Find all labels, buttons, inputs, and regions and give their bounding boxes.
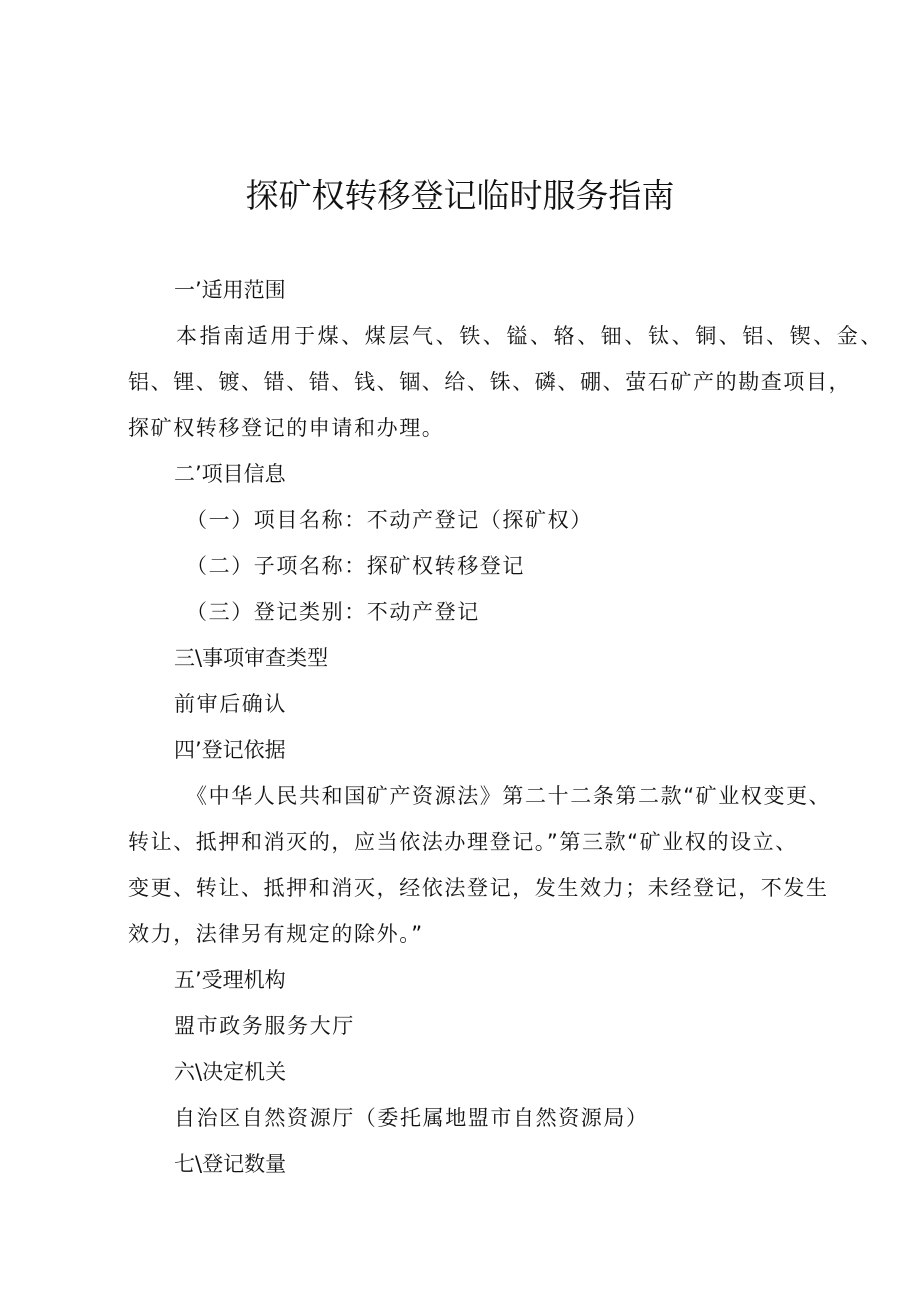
scope-paragraph-line-1: 本指南适用于煤、煤层气、铁、镒、辂、钿、钛、铜、铝、锲、金、 [176, 324, 884, 348]
section-heading-review-type: 三\事项审查类型 [174, 646, 329, 670]
document-title: 探矿权转移登记临时服务指南 [245, 176, 675, 215]
section-heading-registration-quantity: 七\登记数量 [174, 1152, 287, 1176]
legal-basis-line-4: 效力，法律另有规定的除外。” [128, 922, 424, 946]
scope-paragraph-line-3: 探矿权转移登记的申请和办理。 [128, 416, 445, 440]
legal-basis-line-1: 《中华人民共和国矿产资源法》第二十二条第二款“矿业权变更、 [186, 784, 832, 808]
review-type-text: 前审后确认 [174, 692, 287, 716]
legal-basis-line-3: 变更、转让、抵押和消灭，经依法登记，发生效力；未经登记，不发生 [128, 876, 829, 900]
section-heading-accepting-agency: 五’受理机构 [174, 968, 286, 992]
deciding-authority-text: 自治区自然资源厅（委托属地盟市自然资源局） [174, 1106, 649, 1130]
project-info-item-2: （二）子项名称：探矿权转移登记 [186, 554, 525, 578]
section-heading-legal-basis: 四’登记依据 [174, 738, 286, 762]
section-heading-project-info: 二’项目信息 [174, 462, 286, 486]
section-heading-scope: 一’适用范围 [174, 278, 286, 302]
project-info-item-3: （三）登记类别：不动产登记 [186, 600, 480, 624]
legal-basis-line-2: 转让、抵押和消灭的，应当依法办理登记。”第三款“矿业权的设立、 [128, 830, 798, 854]
section-heading-deciding-authority: 六\决定机关 [174, 1060, 287, 1084]
accepting-agency-text: 盟市政务服务大厅 [174, 1014, 355, 1038]
scope-paragraph-line-2: 铝、锂、镀、错、错、钱、锢、给、铢、磷、硼、萤石矿产的勘查项目， [128, 370, 852, 394]
project-info-item-1: （一）项目名称：不动产登记（探矿权） [186, 508, 593, 532]
